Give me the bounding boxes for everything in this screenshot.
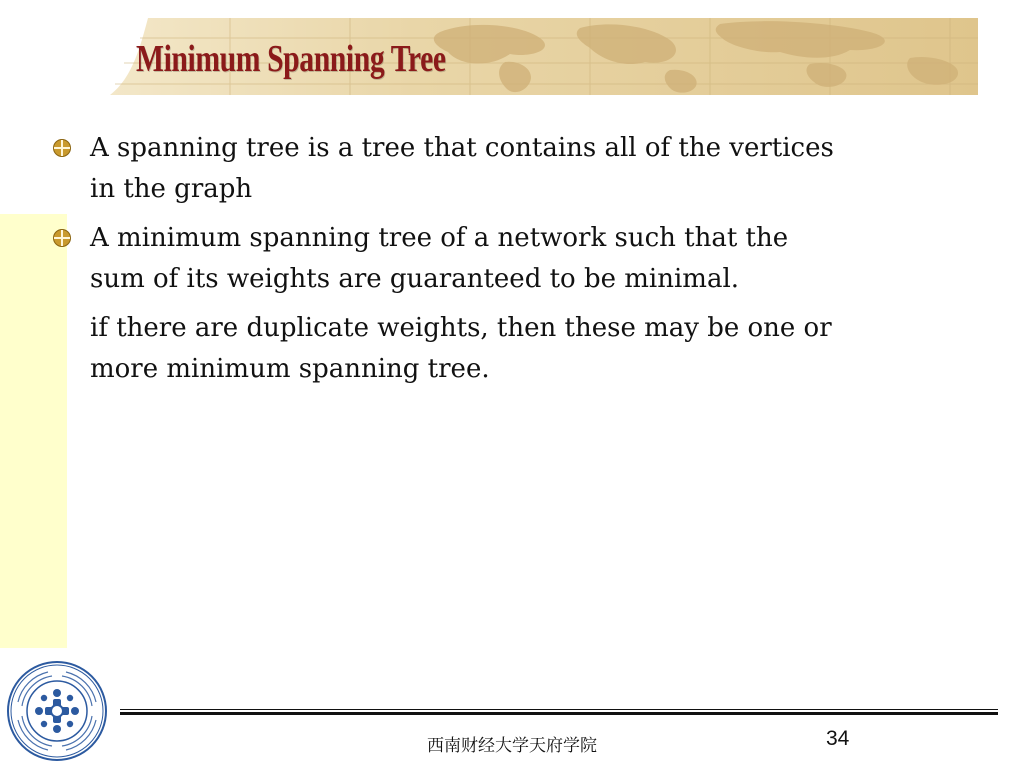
slide-content	[50, 128, 1000, 390]
page-number: 34	[826, 727, 850, 750]
slide-title: Minimum Spanning Tree	[136, 38, 446, 80]
bullet-text-line: if there are duplicate weights, then these may be one or	[90, 313, 832, 343]
bullet-text-line: A minimum spanning tree of a network such that the	[90, 223, 789, 253]
bullet-text-line: more minimum spanning tree.	[90, 354, 490, 384]
footer-divider	[120, 712, 998, 715]
bullet-continuation	[50, 308, 1000, 390]
bullet-marker-icon	[52, 138, 72, 158]
bullet-text-line: sum of its weights are guaranteed to be minimal.	[90, 264, 740, 294]
footer-divider	[120, 709, 998, 710]
bullet-text-line: A spanning tree is a tree that contains all of the vertices	[90, 133, 834, 163]
footer-institution: 西南财经大学天府学院	[427, 736, 597, 756]
bullet-marker-icon	[52, 228, 72, 248]
bullet-text-line: in the graph	[90, 174, 253, 204]
bullet-item	[50, 218, 1000, 300]
bullet-item	[50, 128, 1000, 210]
